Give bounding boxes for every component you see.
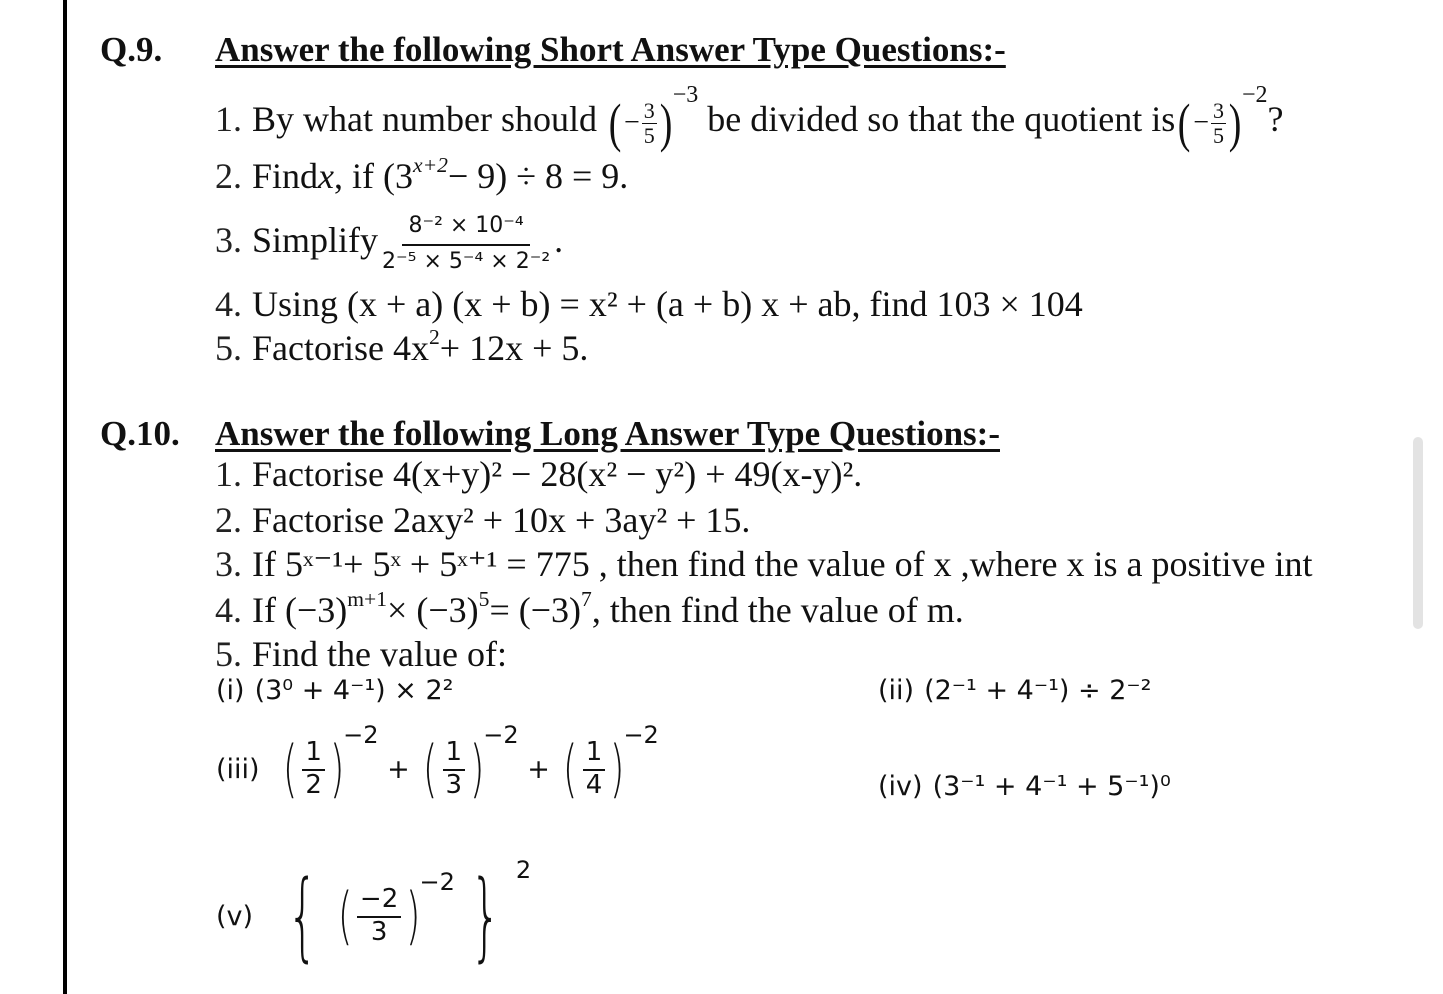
q9-number: Q.9. — [100, 30, 163, 69]
fraction-expression: ( − $\frac{3}{5}$ ) −3 — [608, 82, 699, 153]
left-margin-rule — [63, 0, 67, 994]
q10-item-2: 2. Factorise 2axy² + 10x + 3ay² + 15. — [215, 500, 751, 540]
q10-item-1: 1. Factorise 4(x+y)² − 28(x² − y²) + 49(x-y)². — [215, 454, 863, 494]
q10-item-5: 5. Find the value of: — [215, 634, 507, 674]
q9-item-2: 2. Findx, if $(3^{x+2}- 9) \div 8 = 9$. — [215, 152, 629, 196]
scrollbar-thumb[interactable] — [1413, 437, 1423, 629]
part-iv: (iv) (3⁻¹ + 4⁻¹ + 5⁻¹)⁰ — [878, 771, 1171, 802]
part-ii: (ii) (2⁻¹ + 4⁻¹) ÷ 2⁻² — [878, 675, 1152, 706]
q9-item-5: 5. Factorise $4x^2+ 12x + 5$. — [215, 324, 589, 368]
item-text: By what number should — [252, 99, 597, 140]
part-v: (v) { ( $\frac{-2}{3}$ )−2 } 2 — [216, 856, 532, 972]
q9-item-3: 3. Simplify $\frac{\text{8⁻² × 10⁻⁴}}{\text{2⁻⁵ × 5⁻⁴ × 2⁻²}}$ . — [215, 213, 564, 274]
q10-item-3: 3. If 5ˣ⁻¹+ 5ˣ + 5ˣ⁺¹ = 775 , then find the value of x ,where x is a positive int — [215, 544, 1313, 584]
part-i: (i) (3⁰ + 4⁻¹) × 2² — [216, 675, 454, 706]
q9-heading: Answer the following Short Answer Type Questions:- — [215, 30, 1006, 69]
part-iii: (iii) ( $\frac{1}{2}$ )−2 + ( $\frac{1}{3}$ )−2 + ( $\frac{1}{4}$ )−2 — [216, 721, 659, 805]
q10-item-4: 4. If $(-3)^{m+1}\times (-3)^5= (-3)^7$, then find the value of m. — [215, 586, 964, 630]
q10-heading: Answer the following Long Answer Type Questions:- — [215, 414, 1000, 453]
fraction-expression: ( − $\frac{3}{5}$ ) −2 — [1177, 82, 1268, 153]
q9-item-4: 4. Using (x + a) (x + b) = x² + (a + b) x + ab, find 103 × 104 — [215, 284, 1083, 324]
item-number: 1. — [215, 99, 242, 140]
simplify-fraction: $\frac{\text{8⁻² × 10⁻⁴}}{\text{2⁻⁵ × 5⁻⁴ × 2⁻²}}$ — [382, 213, 551, 274]
q9-item-1: 1. By what number should ( − $\frac{3}{5}$ ) −3 be divided so that the quotient is ( − $\frac{3}{5}$ ) −2 ? — [215, 82, 1284, 153]
item-text-mid: be divided so that the quotient is — [707, 99, 1176, 140]
q10-number: Q.10. — [100, 414, 180, 453]
